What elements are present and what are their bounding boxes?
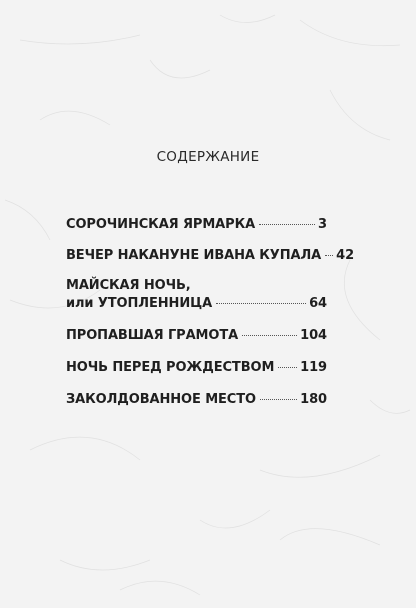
toc-entry[interactable]	[66, 359, 327, 377]
toc-leader-dots	[216, 303, 306, 304]
toc-entry[interactable]	[66, 277, 327, 313]
toc-leader-dots	[278, 367, 297, 368]
toc-entry[interactable]	[66, 216, 327, 234]
toc-entry-title: ЗАКОЛДОВАННОЕ МЕСТО	[66, 392, 256, 407]
toc-entry-page: 42	[336, 248, 355, 263]
toc-entry-title: ПРОПАВШАЯ ГРАМОТА	[66, 328, 239, 343]
toc-entry-title: ВЕЧЕР НАКАНУНЕ ИВАНА КУПАЛА	[66, 248, 322, 263]
toc-entry-title: МАЙСКАЯ НОЧЬ,	[66, 278, 191, 293]
toc-entry-page: 64	[309, 296, 327, 311]
toc-entry-subtitle: или УТОПЛЕННИЦА	[66, 296, 213, 311]
toc-leader-dots	[242, 335, 297, 336]
toc-entry-page: 3	[318, 217, 327, 232]
toc-entry-line	[66, 277, 327, 295]
toc-title: СОДЕРЖАНИЕ	[156, 149, 260, 165]
toc-leader-dots	[260, 399, 297, 400]
toc-leader-dots	[325, 255, 333, 256]
toc-entry[interactable]	[66, 327, 327, 345]
toc-entry[interactable]	[66, 391, 327, 409]
toc-entry-title: СОРОЧИНСКАЯ ЯРМАРКА	[66, 217, 256, 232]
toc-entry-page: 104	[300, 328, 327, 343]
toc-entry-line	[66, 295, 327, 313]
toc-leader-dots	[259, 224, 315, 225]
toc-list	[66, 216, 355, 409]
toc-entry-title: НОЧЬ ПЕРЕД РОЖДЕСТВОМ	[66, 360, 275, 375]
toc-entry-page: 180	[300, 392, 327, 407]
toc-entry[interactable]	[66, 247, 355, 265]
toc-entry-page: 119	[300, 360, 327, 375]
